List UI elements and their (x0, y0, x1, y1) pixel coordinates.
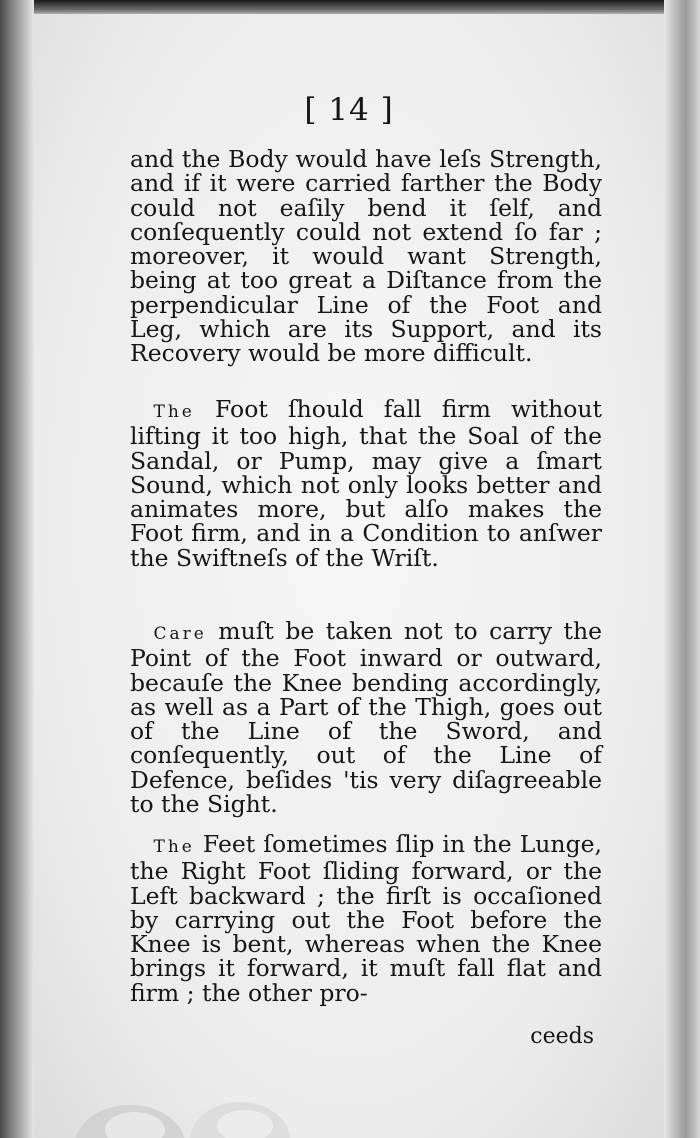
fingers-holding-page (40, 1050, 340, 1138)
paragraph-2-text: Foot ſhould fall firm without lifting it too high, that the Soal of the Sandal, or Pump, may give a ſmart Sound, which not only looks better and animates more, but alſo makes the Foot firm, and in a Condition to anſwer the Swiftneſs of the Wriſt. (130, 395, 602, 572)
paragraph-2 (130, 397, 602, 570)
paragraph-3-text: muſt be taken not to carry the Point of the Foot inward or outward, becauſe the Knee bending accordingly, as well as a Part of the Thigh, goes out of the Line of the Sword, and conſequently, out of the Line of Defence, beſides 'tis very diſagreeable to the Sight. (130, 617, 602, 819)
book-gutter (0, 0, 34, 1138)
paragraph-3 (130, 617, 602, 819)
book-page (34, 14, 664, 1138)
paragraph-4-lead: The (153, 837, 195, 857)
paragraph-2-lead: The (153, 402, 195, 422)
paragraph-3-lead: Care (153, 624, 207, 644)
paragraph-1-text: and the Body would have leſs Strength, and if it were carried farther the Body could not eaſily bend it ſelf, and conſequently could not extend ſo far ; moreover, it would want Strength, being at too great a Diſtance from the perpendicular Line of the Foot and Leg, which are its Support, and its Recovery would be more difficult. (130, 145, 602, 368)
catchword: ceeds (530, 1024, 594, 1049)
paragraph-1 (130, 147, 602, 366)
page-fore-edge (664, 0, 700, 1138)
page-number-header: [ 14 ] (304, 92, 394, 128)
paragraph-4-text: Feet ſometimes ſlip in the Lunge, the Right Foot ſliding forward, or the Left backward ; the firſt is occaſioned by carrying out the Foot before the Knee is bent, whereas when the Knee brings it forward, it muſt fall flat and firm ; the other pro- (130, 830, 602, 1007)
paragraph-4 (130, 832, 602, 1005)
